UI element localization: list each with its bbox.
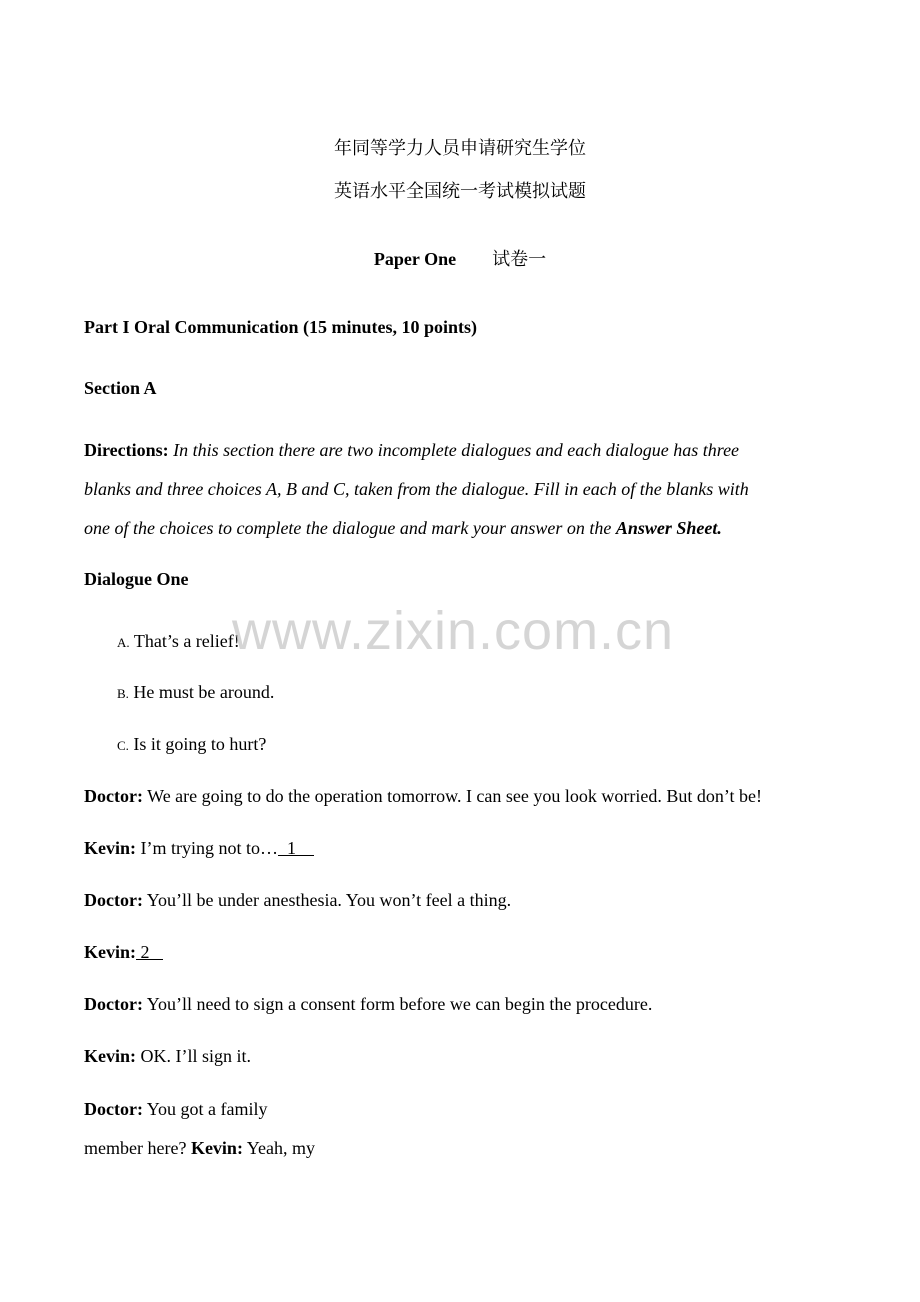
speaker: Doctor: xyxy=(84,890,143,910)
answer-blank-2: 2 xyxy=(136,942,163,962)
choice-text: That’s a relief! xyxy=(133,631,240,651)
choice-b xyxy=(117,681,274,705)
part-heading: Part I Oral Communication (15 minutes, 10 points) xyxy=(84,317,477,337)
utterance: I’m trying not to… xyxy=(136,838,278,858)
utterance: You’ll be under anesthesia. You won’t feel a thing. xyxy=(142,890,512,910)
dialogue-line xyxy=(84,993,652,1015)
utterance: member here? xyxy=(84,1138,191,1158)
dialogue-line xyxy=(84,1137,315,1159)
speaker: Doctor: xyxy=(84,786,143,806)
title-line-2: 英语水平全国统一考试模拟试题 xyxy=(334,181,586,202)
directions-line-3: one of the choices to complete the dialogue and mark your answer on the Answer Sheet. xyxy=(84,518,722,538)
choice-c xyxy=(117,733,266,757)
directions-line-2: blanks and three choices A, B and C, taken from the dialogue. Fill in each of the blanks with xyxy=(84,479,749,499)
answer-blank-1: 1 xyxy=(278,838,314,858)
dialogue-line xyxy=(84,785,762,807)
dialogue-line xyxy=(84,837,314,859)
watermark-text: www.zixin.com.cn xyxy=(232,601,675,661)
choice-letter: A. xyxy=(117,635,130,650)
paper-heading xyxy=(0,248,920,271)
speaker: Kevin: xyxy=(190,1138,243,1158)
speaker: Kevin: xyxy=(84,1046,136,1066)
speaker: Doctor: xyxy=(84,994,143,1014)
utterance: Yeah, my xyxy=(242,1138,315,1158)
dialogue-line xyxy=(84,941,163,963)
section-heading: Section A xyxy=(84,378,157,398)
directions-label: Directions: xyxy=(84,440,169,460)
directions-line-1: Directions: In this section there are two incomplete dialogues and each dialogue has three xyxy=(84,440,740,460)
answer-sheet-label: Answer Sheet. xyxy=(615,518,722,538)
choice-letter: B. xyxy=(117,686,129,701)
choice-letter: C. xyxy=(117,738,129,753)
choice-text: Is it going to hurt? xyxy=(133,734,267,754)
dialogue-line xyxy=(84,1098,267,1120)
choice-text: He must be around. xyxy=(133,682,275,702)
speaker: Doctor: xyxy=(84,1099,143,1119)
speaker: Kevin: xyxy=(84,942,136,962)
dialogue-title: Dialogue One xyxy=(84,569,189,589)
paper-heading-en: Paper One xyxy=(373,249,457,269)
speaker: Kevin: xyxy=(84,838,136,858)
utterance: OK. I’ll sign it. xyxy=(136,1046,251,1066)
paper-heading-cn: 试卷一 xyxy=(492,249,547,270)
utterance: You got a family xyxy=(142,1099,268,1119)
dialogue-line xyxy=(84,889,511,911)
utterance: You’ll need to sign a consent form before we can begin the procedure. xyxy=(142,994,653,1014)
dialogue-line xyxy=(84,1045,251,1067)
choice-a xyxy=(117,630,240,654)
title-line-1: 年同等学力人员申请研究生学位 xyxy=(334,138,586,159)
utterance: We are going to do the operation tomorrow. I can see you look worried. But don’t be! xyxy=(142,786,763,806)
